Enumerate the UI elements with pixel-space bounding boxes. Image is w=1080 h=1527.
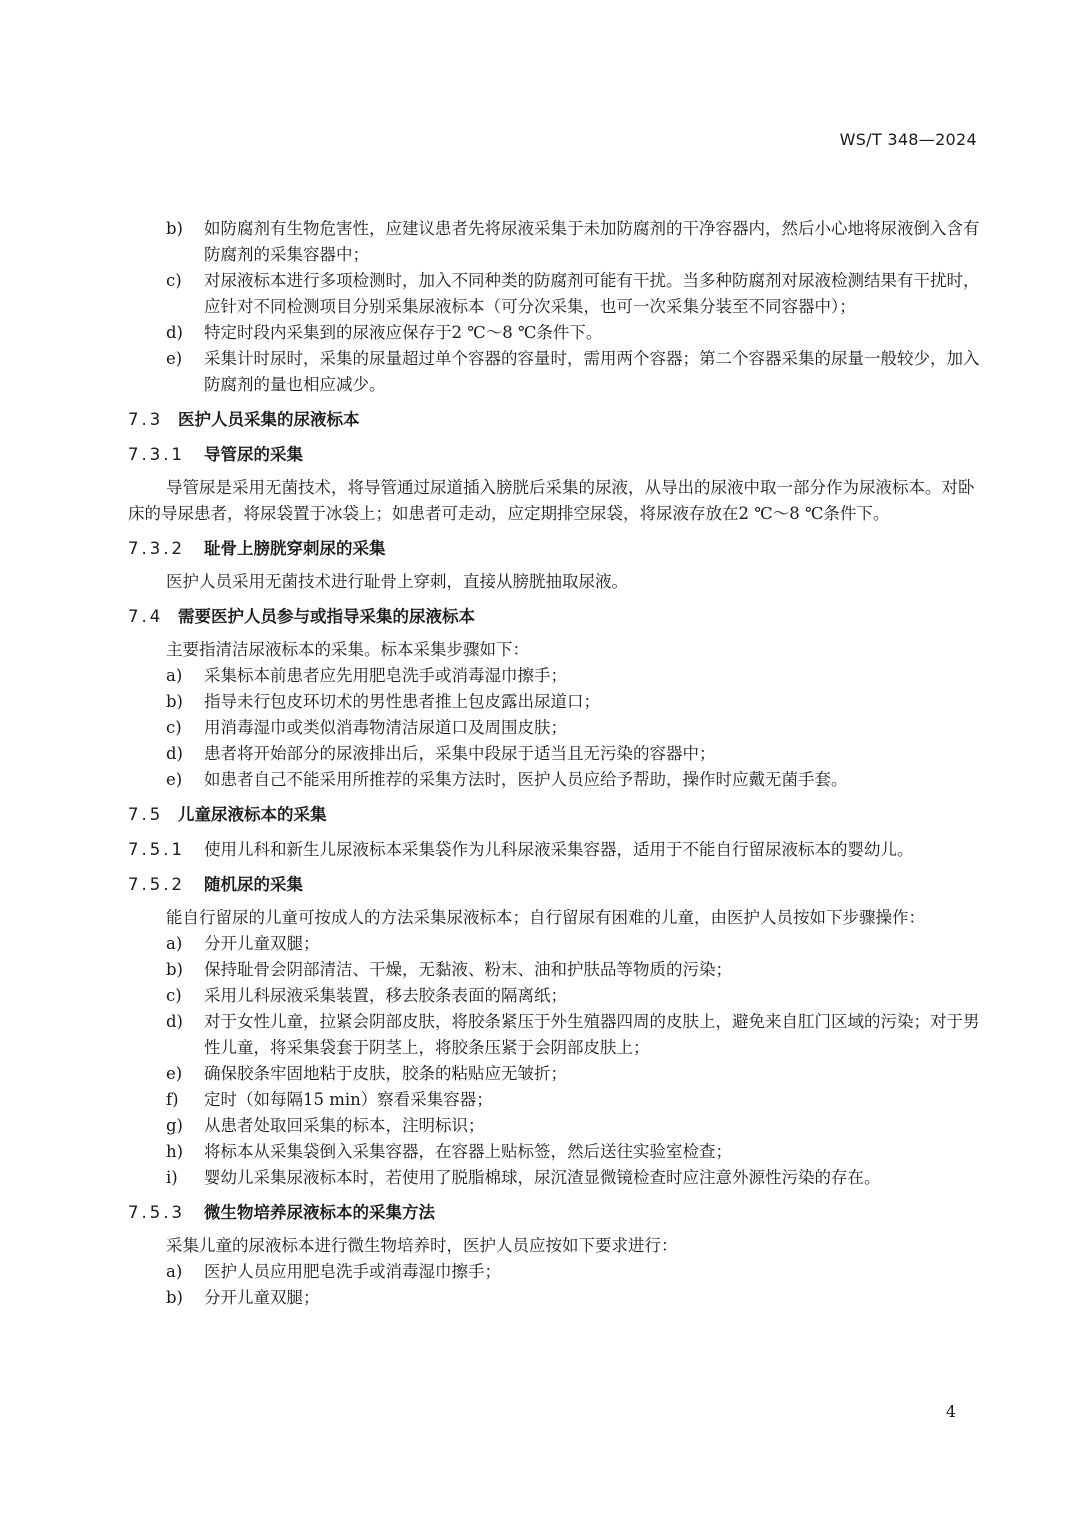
section-number: 7.3 [128, 410, 164, 429]
section-number: 7.5 [128, 805, 164, 824]
list-marker: e) [166, 349, 183, 368]
list-item [128, 1259, 980, 1285]
list-marker: h) [166, 1142, 184, 1161]
list-marker: e) [166, 1064, 183, 1083]
list-item [128, 1139, 980, 1165]
section-number: 7.5.3 [128, 1203, 185, 1222]
section-title: 微生物培养尿液标本的采集方法 [204, 1203, 435, 1222]
list-7-5-2 [128, 931, 980, 1191]
list-item [128, 216, 980, 268]
list-item-text: 将标本从采集袋倒入采集容器，在容器上贴标签，然后送往实验室检查； [204, 1142, 732, 1161]
section-title: 导管尿的采集 [204, 445, 303, 464]
document-code: WS/T 348—2024 [839, 130, 977, 149]
list-item-text: 用消毒湿巾或类似消毒物清洁尿道口及周围皮肤； [204, 718, 567, 737]
list-marker: b) [166, 219, 183, 238]
section-heading-7-3 [128, 407, 980, 433]
section-title: 耻骨上膀胱穿刺尿的采集 [204, 539, 386, 558]
list-item-text: 采集标本前患者应先用肥皂洗手或消毒湿巾擦手； [204, 666, 567, 685]
list-marker: a) [166, 666, 183, 685]
list-item [128, 767, 980, 793]
list-item-text: 特定时段内采集到的尿液应保存于2 ℃～8 ℃条件下。 [204, 323, 603, 342]
section-number: 7.5.1 [128, 840, 185, 859]
list-item-text: 确保胶条牢固地粘于皮肤，胶条的粘贴应无皱折； [204, 1064, 567, 1083]
section-heading-7-5 [128, 802, 980, 828]
list-item [128, 715, 980, 741]
list-item-text: 指导未行包皮环切术的男性患者推上包皮露出尿道口； [204, 692, 600, 711]
paragraph: 导管尿是采用无菌技术，将导管通过尿道插入膀胱后采集的尿液，从导出的尿液中取一部分作为尿液标本。对卧床的导尿患者，将尿袋置于冰袋上；如患者可走动，应定期排空尿袋，将尿液存放在2 ℃～8 ℃条件下。 [128, 478, 975, 523]
list-marker: b) [166, 692, 183, 711]
list-item-text: 如防腐剂有生物危害性，应建议患者先将尿液采集于未加防腐剂的干净容器内，然后小心地将尿液倒入含有防腐剂的采集容器中； [204, 219, 980, 264]
list-marker: a) [166, 1262, 183, 1281]
list-item-text: 分开儿童双腿； [204, 934, 320, 953]
list-item-text: 定时（如每隔15 min）察看采集容器； [204, 1090, 493, 1109]
list-item-text: 分开儿童双腿； [204, 1288, 320, 1307]
list-item-text: 医护人员应用肥皂洗手或消毒湿巾擦手； [204, 1262, 501, 1281]
list-item [128, 1165, 980, 1191]
list-marker: g) [166, 1116, 183, 1135]
list-marker: d) [166, 1012, 183, 1031]
list-item [128, 689, 980, 715]
list-marker: e) [166, 770, 183, 789]
section-number: 7.4 [128, 607, 164, 626]
paragraph: 主要指清洁尿液标本的采集。标本采集步骤如下： [166, 640, 529, 659]
list-item-text: 从患者处取回采集的标本，注明标识； [204, 1116, 485, 1135]
section-title: 儿童尿液标本的采集 [178, 805, 327, 824]
list-marker: c) [166, 271, 182, 290]
list-item [128, 741, 980, 767]
list-item [128, 1061, 980, 1087]
section-heading-7-5-2 [128, 872, 980, 898]
list-item [128, 663, 980, 689]
list-7-4 [128, 663, 980, 793]
list-item-text: 对尿液标本进行多项检测时，加入不同种类的防腐剂可能有干扰。当多种防腐剂对尿液检测结果有干扰时，应针对不同检测项目分别采集尿液标本（可分次采集，也可一次采集分装至不同容器中）； [204, 271, 980, 316]
list-marker: f) [166, 1090, 179, 1109]
list-item-text: 婴幼儿采集尿液标本时，若使用了脱脂棉球，尿沉渣显微镜检查时应注意外源性污染的存在。 [204, 1168, 881, 1187]
section-heading-7-4 [128, 604, 980, 630]
list-7-5-3 [128, 1259, 980, 1311]
list-marker: d) [166, 744, 183, 763]
list-marker: b) [166, 1288, 183, 1307]
list-item-text: 采用儿科尿液采集装置，移去胶条表面的隔离纸； [204, 986, 567, 1005]
list-item-text: 对于女性儿童，拉紧会阴部皮肤，将胶条紧压于外生殖器四周的皮肤上，避免来自肛门区域的污染；对于男性儿童，将采集袋套于阴茎上，将胶条压紧于会阴部皮肤上； [204, 1012, 980, 1057]
list-marker: a) [166, 934, 183, 953]
list-marker: c) [166, 986, 182, 1005]
list-marker: c) [166, 718, 182, 737]
list-item [128, 983, 980, 1009]
list-item-text: 采集计时尿时，采集的尿量超过单个容器的容量时，需用两个容器；第二个容器采集的尿量一般较少，加入防腐剂的量也相应减少。 [204, 349, 980, 394]
list-item [128, 1285, 980, 1311]
section-title: 需要医护人员参与或指导采集的尿液标本 [178, 607, 475, 626]
list-item [128, 957, 980, 983]
list-item-text: 如患者自己不能采用所推荐的采集方法时，医护人员应给予帮助，操作时应戴无菌手套。 [204, 770, 848, 789]
list-item-text: 患者将开始部分的尿液排出后，采集中段尿于适当且无污染的容器中； [204, 744, 716, 763]
list-item [128, 346, 980, 398]
section-number: 7.5.2 [128, 875, 185, 894]
list-continuation [128, 216, 980, 398]
section-heading-7-3-1 [128, 442, 980, 468]
list-item [128, 1113, 980, 1139]
list-item [128, 1009, 980, 1061]
list-marker: i) [166, 1168, 178, 1187]
section-heading-7-3-2 [128, 536, 980, 562]
list-item-text: 保持耻骨会阴部清洁、干燥，无黏液、粉末、油和护肤品等物质的污染； [204, 960, 732, 979]
list-item [128, 1087, 980, 1113]
section-title: 随机尿的采集 [204, 875, 303, 894]
list-marker: b) [166, 960, 183, 979]
page-number: 4 [945, 1402, 956, 1421]
section-number: 7.3.1 [128, 445, 185, 464]
document-body [128, 216, 980, 1311]
paragraph: 医护人员采用无菌技术进行耻骨上穿刺，直接从膀胱抽取尿液。 [166, 572, 628, 591]
list-item [128, 931, 980, 957]
list-item [128, 320, 980, 346]
list-item [128, 268, 980, 320]
paragraph: 采集儿童的尿液标本进行微生物培养时，医护人员应按如下要求进行： [166, 1236, 678, 1255]
paragraph: 能自行留尿的儿童可按成人的方法采集尿液标本；自行留尿有困难的儿童，由医护人员按如下步骤操作： [166, 908, 925, 927]
section-number: 7.3.2 [128, 539, 185, 558]
clause-7-5-1 [128, 837, 980, 863]
list-marker: d) [166, 323, 183, 342]
section-heading-7-5-3 [128, 1200, 980, 1226]
clause-text: 使用儿科和新生儿尿液标本采集袋作为儿科尿液采集容器，适用于不能自行留尿液标本的婴幼儿。 [204, 840, 914, 859]
section-title: 医护人员采集的尿液标本 [178, 410, 360, 429]
